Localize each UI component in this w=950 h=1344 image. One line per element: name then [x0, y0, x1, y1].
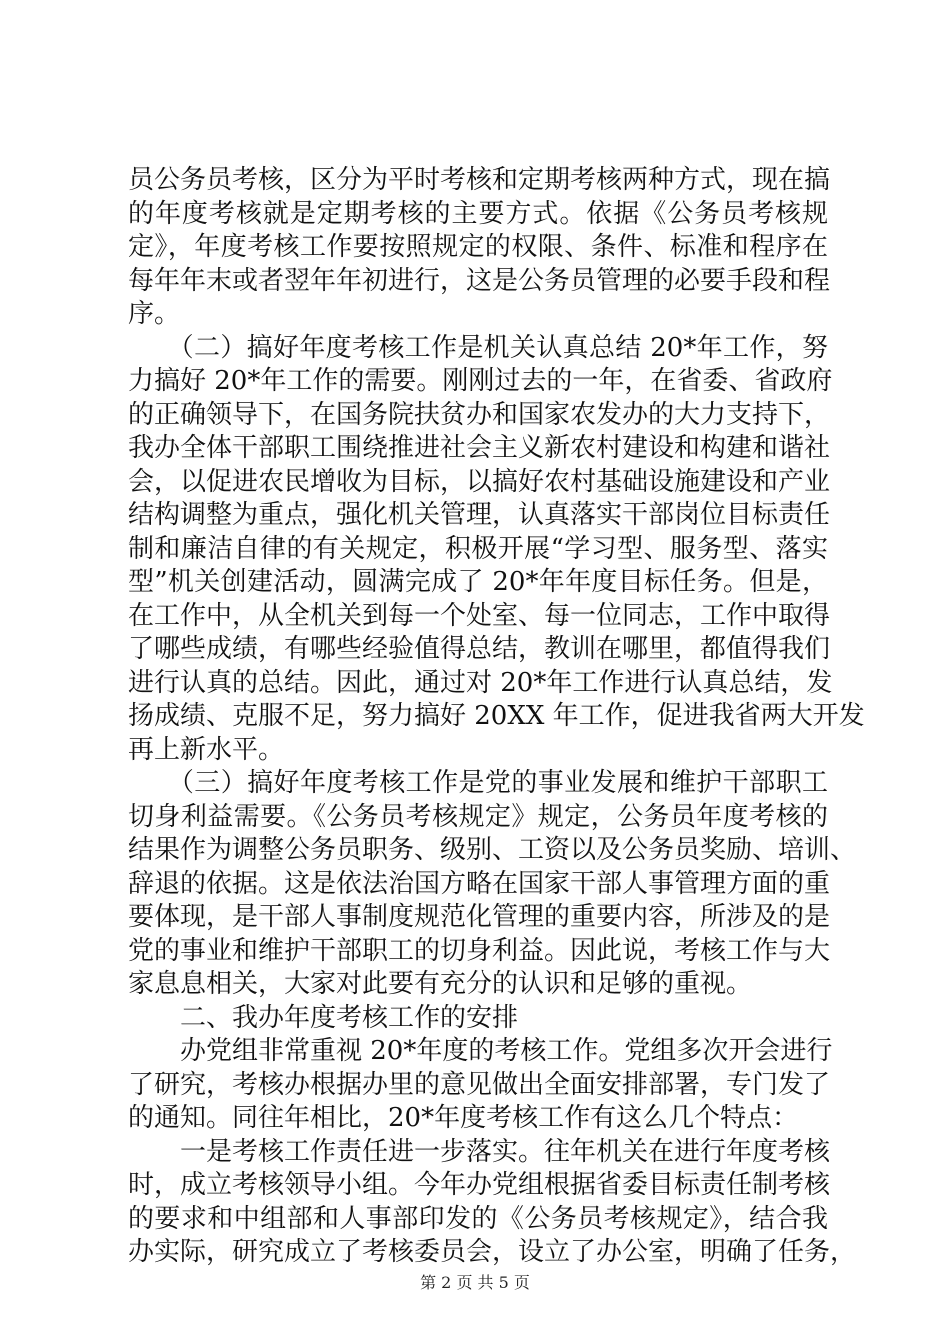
text-line: 结果作为调整公务员职务、级别、工资以及公务员奖励、培训、 — [128, 835, 857, 865]
text-line: 序。 — [128, 299, 181, 329]
text-line: 力搞好 20*年工作的需要。刚刚过去的一年，在省委、省政府 — [128, 366, 833, 396]
text-line: （三）搞好年度考核工作是党的事业发展和维护干部职工 — [128, 768, 828, 798]
text-line: 办党组非常重视 20*年度的考核工作。党组多次开会进行 — [128, 1036, 833, 1066]
text-line: 的要求和中组部和人事部印发的《公务员考核规定》，结合我 — [128, 1203, 828, 1234]
page-number-footer: 第 2 页 共 5 页 — [420, 1273, 530, 1292]
text-line: 办实际，研究成立了考核委员会，设立了办公室，明确了任务， — [128, 1237, 857, 1267]
text-line: 党的事业和维护干部职工的切身利益。因此说，考核工作与大 — [128, 935, 831, 966]
text-line: 会，以促进农民增收为目标，以搞好农村基础设施建设和产业 — [128, 466, 831, 497]
text-line: 了研究，考核办根据办里的意见做出全面安排部署，专门发了 — [128, 1069, 831, 1100]
text-line: 员公务员考核，区分为平时考核和定期考核两种方式，现在搞 — [128, 165, 831, 195]
text-line: 切身利益需要。《公务员考核规定》规定，公务员年度考核的 — [128, 801, 828, 832]
text-line: 扬成绩、克服不足，努力搞好 20XX 年工作，促进我省两大开发 — [128, 701, 865, 731]
section-heading: 二、我办年度考核工作的安排 — [128, 1002, 519, 1033]
text-line: 再上新水平。 — [128, 734, 285, 765]
text-line: 我办全体干部职工围绕推进社会主义新农村建设和构建和谐社 — [128, 433, 831, 463]
text-line: （二）搞好年度考核工作是机关认真总结 20*年工作，努 — [128, 332, 828, 363]
text-line: 了哪些成绩，有哪些经验值得总结，教训在哪里，都值得我们 — [128, 634, 831, 664]
text-line: 结构调整为重点，强化机关管理，认真落实干部岗位目标责任 — [128, 500, 831, 530]
text-line: 在工作中，从全机关到每一个处室、每一位同志，工作中取得 — [128, 600, 831, 631]
text-line: 的通知。同往年相比，20*年度考核工作有这么几个特点： — [128, 1103, 799, 1133]
text-line: 时，成立考核领导小组。今年办党组根据省委目标责任制考核 — [128, 1170, 831, 1200]
text-line: 辞退的依据。这是依法治国方略在国家干部人事管理方面的重 — [128, 868, 831, 899]
text-line: 的正确领导下，在国务院扶贫办和国家农发办的大力支持下， — [128, 399, 831, 430]
text-line: 一是考核工作责任进一步落实。往年机关在进行年度考核 — [128, 1136, 831, 1167]
text-line: 制和廉洁自律的有关规定，积极开展“学习型、服务型、落实 — [128, 533, 828, 564]
text-line: 型”机关创建活动，圆满完成了 20*年年度目标任务。但是， — [128, 567, 828, 597]
text-line: 每年年末或者翌年年初进行，这是公务员管理的必要手段和程 — [128, 265, 831, 296]
document-body — [128, 164, 865, 1270]
text-line: 的年度考核就是定期考核的主要方式。依据《公务员考核规 — [128, 198, 828, 229]
text-line: 要体现，是干部人事制度规范化管理的重要内容，所涉及的是 — [128, 902, 831, 932]
text-line: 进行认真的总结。因此，通过对 20*年工作进行认真总结，发 — [128, 667, 833, 698]
text-line: 定》，年度考核工作要按照规定的权限、条件、标准和程序在 — [128, 232, 828, 262]
text-line: 家息息相关，大家对此要有充分的认识和足够的重视。 — [128, 969, 753, 999]
